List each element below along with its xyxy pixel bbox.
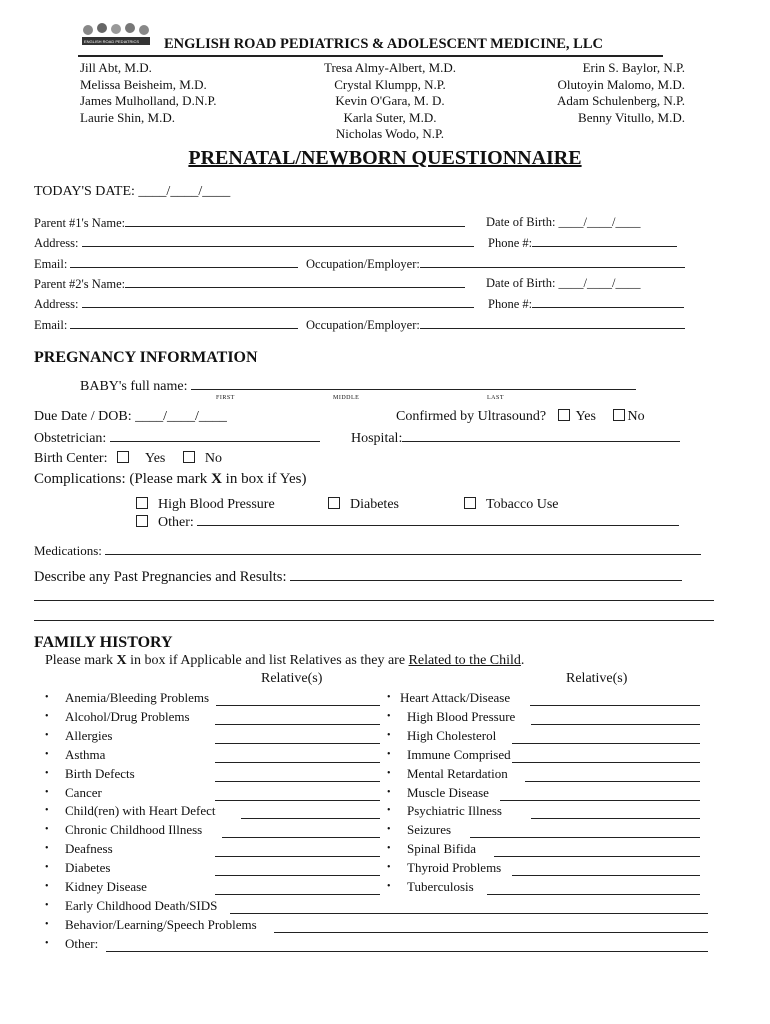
- relative-header-right: Relative(s): [566, 671, 628, 686]
- relative-line[interactable]: [215, 856, 380, 857]
- provider: Erin S. Baylor, N.P.: [582, 60, 685, 75]
- header-rule: [78, 55, 663, 57]
- bullet: •: [45, 937, 49, 949]
- family-history-item[interactable]: High Cholesterol: [407, 727, 497, 743]
- parent1-phone-field[interactable]: [488, 235, 677, 251]
- relative-line[interactable]: [230, 913, 708, 914]
- relative-line[interactable]: [215, 724, 380, 725]
- parent1-address-field[interactable]: [34, 235, 474, 251]
- first-name-caption: FIRST: [216, 395, 235, 401]
- family-history-item[interactable]: Other:: [65, 935, 99, 951]
- parent1-dob-field[interactable]: Date of Birth: ____/____/____: [486, 215, 641, 229]
- relative-line[interactable]: [487, 894, 700, 895]
- complications-heading: [34, 471, 307, 488]
- provider: Karla Suter, M.D.: [343, 109, 437, 125]
- provider: Crystal Klumpp, N.P.: [334, 76, 446, 92]
- parent2-address-field[interactable]: [34, 296, 474, 312]
- parent2-dob-field[interactable]: Date of Birth: ____/____/____: [486, 276, 641, 290]
- complication-other: [136, 514, 679, 531]
- family-history-item[interactable]: Tuberculosis: [407, 879, 474, 894]
- page-title: PRENATAL/NEWBORN QUESTIONNAIRE: [188, 147, 582, 169]
- other-complication-label: Other:: [158, 515, 194, 530]
- birth-center-no-label: No: [204, 451, 222, 466]
- ultrasound-no-checkbox[interactable]: [613, 409, 625, 421]
- obstetrician-field[interactable]: [34, 430, 320, 447]
- bullet: •: [387, 692, 391, 703]
- instructions-end: .: [520, 653, 525, 668]
- family-history-item[interactable]: Early Childhood Death/SIDS: [65, 897, 218, 913]
- complications-text-end: in box if Yes): [221, 471, 307, 487]
- family-history-instructions: [45, 653, 524, 669]
- family-history-item[interactable]: Deafness: [65, 841, 113, 857]
- bullet: •: [45, 805, 49, 817]
- diabetes-label: Diabetes: [350, 497, 399, 512]
- bullet: •: [387, 786, 391, 798]
- family-history-item[interactable]: Alcohol/Drug Problems: [65, 708, 190, 724]
- bullet: •: [387, 881, 391, 892]
- high-bp-label: High Blood Pressure: [158, 497, 275, 512]
- provider: Benny Vitullo, M.D.: [578, 109, 685, 125]
- instructions-x: X: [116, 653, 127, 668]
- bullet: •: [387, 805, 391, 817]
- provider: James Mulholland, D.N.P.: [80, 93, 217, 108]
- due-date-field[interactable]: Due Date / DOB: ____/____/____: [34, 409, 227, 424]
- provider-column-2: [290, 60, 490, 143]
- middle-name-caption: MIDDLE: [333, 395, 360, 401]
- parent1-occupation-label: Occupation/Employer:: [306, 257, 420, 271]
- bullet: •: [45, 710, 49, 722]
- parent1-name-field[interactable]: [34, 215, 465, 231]
- family-history-item[interactable]: Muscle Disease: [407, 784, 489, 800]
- parent1-occupation-field[interactable]: [306, 256, 685, 272]
- bullet: •: [387, 843, 391, 855]
- relative-line[interactable]: [531, 724, 700, 725]
- relative-line[interactable]: [531, 818, 700, 819]
- relative-line[interactable]: [215, 781, 380, 782]
- family-history-item[interactable]: Anemia/Bleeding Problems: [65, 690, 210, 705]
- logo-text: ENGLISH ROAD PEDIATRICS: [84, 39, 140, 44]
- birth-center-yes-checkbox[interactable]: [117, 451, 129, 463]
- tobacco-checkbox[interactable]: [464, 497, 476, 509]
- birth-center-label: Birth Center:: [34, 451, 108, 466]
- family-history-heading: FAMILY HISTORY: [34, 634, 173, 651]
- relative-line[interactable]: [215, 743, 380, 744]
- bullet: •: [45, 881, 49, 892]
- ultrasound-yes-checkbox[interactable]: [558, 409, 570, 421]
- family-history-item[interactable]: Immune Comprised: [407, 746, 511, 762]
- family-history-item[interactable]: Spinal Bifida: [407, 841, 476, 857]
- related-to-child: Related to the Child: [408, 653, 521, 668]
- bullet: •: [45, 748, 49, 760]
- relative-line[interactable]: [216, 705, 380, 706]
- provider-column-3: [485, 60, 685, 126]
- bullet: •: [45, 899, 49, 911]
- relative-line[interactable]: [274, 932, 708, 933]
- relative-line[interactable]: [215, 800, 380, 801]
- family-history-item[interactable]: Cancer: [65, 784, 102, 800]
- past-pregnancies-line[interactable]: [34, 620, 714, 621]
- provider: Kevin O'Gara, M. D.: [335, 93, 445, 108]
- tobacco-label: Tobacco Use: [486, 497, 559, 512]
- bullet: •: [387, 729, 391, 741]
- complications-x: X: [211, 471, 222, 487]
- instructions-text: Please mark: [45, 653, 117, 668]
- birth-center-field: [34, 451, 222, 467]
- bullet: •: [387, 824, 391, 836]
- relative-line[interactable]: [215, 875, 380, 876]
- family-history-item[interactable]: Diabetes: [65, 860, 111, 876]
- complications-text: Complications: (Please mark: [34, 471, 212, 487]
- practice-logo: [78, 22, 154, 48]
- bullet: •: [45, 767, 49, 779]
- relative-line[interactable]: [525, 781, 700, 782]
- relative-line[interactable]: [512, 875, 700, 876]
- ultrasound-no-label: No: [627, 409, 645, 424]
- relative-line[interactable]: [530, 705, 700, 706]
- birth-center-yes-label: Yes: [145, 451, 166, 466]
- bullet: •: [45, 786, 49, 798]
- past-pregnancies-field[interactable]: [34, 569, 682, 586]
- provider: Nicholas Wodo, N.P.: [335, 126, 445, 141]
- bullet: •: [45, 692, 49, 703]
- parent1-email-field[interactable]: [34, 256, 298, 272]
- past-pregnancies-label: Describe any Past Pregnancies and Results:: [34, 569, 287, 585]
- ultrasound-question: [396, 409, 645, 425]
- relative-line[interactable]: [470, 837, 700, 838]
- relative-line[interactable]: [106, 951, 708, 952]
- parent2-email-field[interactable]: [34, 317, 298, 333]
- pregnancy-heading: PREGNANCY INFORMATION: [34, 349, 258, 366]
- provider-column-1: [80, 60, 217, 126]
- relative-line[interactable]: [222, 837, 380, 838]
- other-complication-checkbox[interactable]: [136, 515, 148, 527]
- medications-field[interactable]: [34, 543, 701, 559]
- parent2-phone-label: Phone #:: [488, 297, 533, 311]
- obstetrician-label: Obstetrician:: [34, 431, 107, 446]
- parent2-phone-field[interactable]: [488, 296, 684, 312]
- parent1-email-label: Email:: [34, 257, 68, 271]
- relative-line[interactable]: [494, 856, 700, 857]
- bullet: •: [387, 710, 391, 722]
- relative-line[interactable]: [512, 743, 700, 744]
- parent2-name-field[interactable]: [34, 276, 465, 292]
- family-history-item[interactable]: High Blood Pressure: [407, 708, 516, 724]
- parent2-email-label: Email:: [34, 318, 68, 332]
- relative-header-left: Relative(s): [261, 671, 323, 686]
- family-history-item[interactable]: Mental Retardation: [407, 765, 508, 781]
- ultrasound-label: Confirmed by Ultrasound?: [396, 409, 547, 424]
- relative-line[interactable]: [241, 818, 380, 819]
- family-history-item[interactable]: Allergies: [65, 727, 113, 743]
- relative-line[interactable]: [215, 762, 380, 763]
- provider: Jill Abt, M.D.: [80, 60, 152, 75]
- provider: Laurie Shin, M.D.: [80, 109, 175, 125]
- family-history-item[interactable]: Seizures: [407, 822, 452, 838]
- family-history-item[interactable]: Heart Attack/Disease: [400, 690, 511, 705]
- hospital-field[interactable]: [351, 430, 680, 447]
- complication-high-bp: [136, 497, 275, 513]
- baby-name-label: BABY's full name:: [80, 379, 188, 394]
- other-complication-line[interactable]: [197, 514, 679, 526]
- complication-diabetes: [328, 497, 399, 513]
- family-history-item[interactable]: Child(ren) with Heart Defect: [65, 803, 216, 819]
- bullet: •: [387, 748, 391, 760]
- diabetes-checkbox[interactable]: [328, 497, 340, 509]
- birth-center-no-checkbox[interactable]: [183, 451, 195, 463]
- parent2-occupation-field[interactable]: [306, 317, 685, 333]
- parent1-name-label: Parent #1's Name:: [34, 216, 126, 230]
- bullet: •: [45, 843, 49, 855]
- family-history-item[interactable]: Asthma: [65, 746, 106, 762]
- family-history-item[interactable]: Birth Defects: [65, 765, 135, 781]
- family-history-item[interactable]: Kidney Disease: [65, 879, 147, 894]
- bullet: •: [45, 918, 49, 930]
- complication-tobacco: [464, 497, 559, 513]
- practice-name: ENGLISH ROAD PEDIATRICS & ADOLESCENT MEDICINE, LLC: [164, 36, 603, 52]
- relative-line[interactable]: [512, 762, 700, 763]
- provider: Melissa Beisheim, M.D.: [80, 76, 207, 92]
- bullet: •: [387, 862, 391, 874]
- last-name-caption: LAST: [487, 395, 504, 401]
- family-history-item[interactable]: Chronic Childhood Illness: [65, 822, 203, 838]
- high-bp-checkbox[interactable]: [136, 497, 148, 509]
- ultrasound-yes-label: Yes: [575, 409, 596, 424]
- provider: Adam Schulenberg, N.P.: [557, 93, 685, 108]
- provider: Olutoyin Malomo, M.D.: [557, 76, 685, 92]
- relative-line[interactable]: [500, 800, 700, 801]
- bullet: •: [387, 767, 391, 779]
- provider: Tresa Almy-Albert, M.D.: [323, 60, 457, 75]
- bullet: •: [45, 824, 49, 836]
- instructions-text-mid: in box if Applicable and list Relatives as they are: [126, 653, 409, 668]
- hospital-label: Hospital:: [351, 431, 403, 446]
- parent2-occupation-label: Occupation/Employer:: [306, 318, 420, 332]
- parent2-name-label: Parent #2's Name:: [34, 277, 126, 291]
- bullet: •: [45, 862, 49, 874]
- parent2-address-label: Address:: [34, 297, 79, 311]
- medications-label: Medications:: [34, 543, 102, 558]
- todays-date-field[interactable]: TODAY'S DATE: ____/____/____: [34, 184, 231, 199]
- baby-name-field[interactable]: [80, 378, 636, 395]
- family-history-item[interactable]: Behavior/Learning/Speech Problems: [65, 916, 257, 932]
- relative-line[interactable]: [215, 894, 380, 895]
- past-pregnancies-line[interactable]: [34, 600, 714, 601]
- bullet: •: [45, 729, 49, 741]
- parent1-phone-label: Phone #:: [488, 236, 533, 250]
- parent1-address-label: Address:: [34, 236, 79, 250]
- family-history-item[interactable]: Psychiatric Illness: [407, 803, 502, 819]
- family-history-item[interactable]: Thyroid Problems: [407, 860, 502, 876]
